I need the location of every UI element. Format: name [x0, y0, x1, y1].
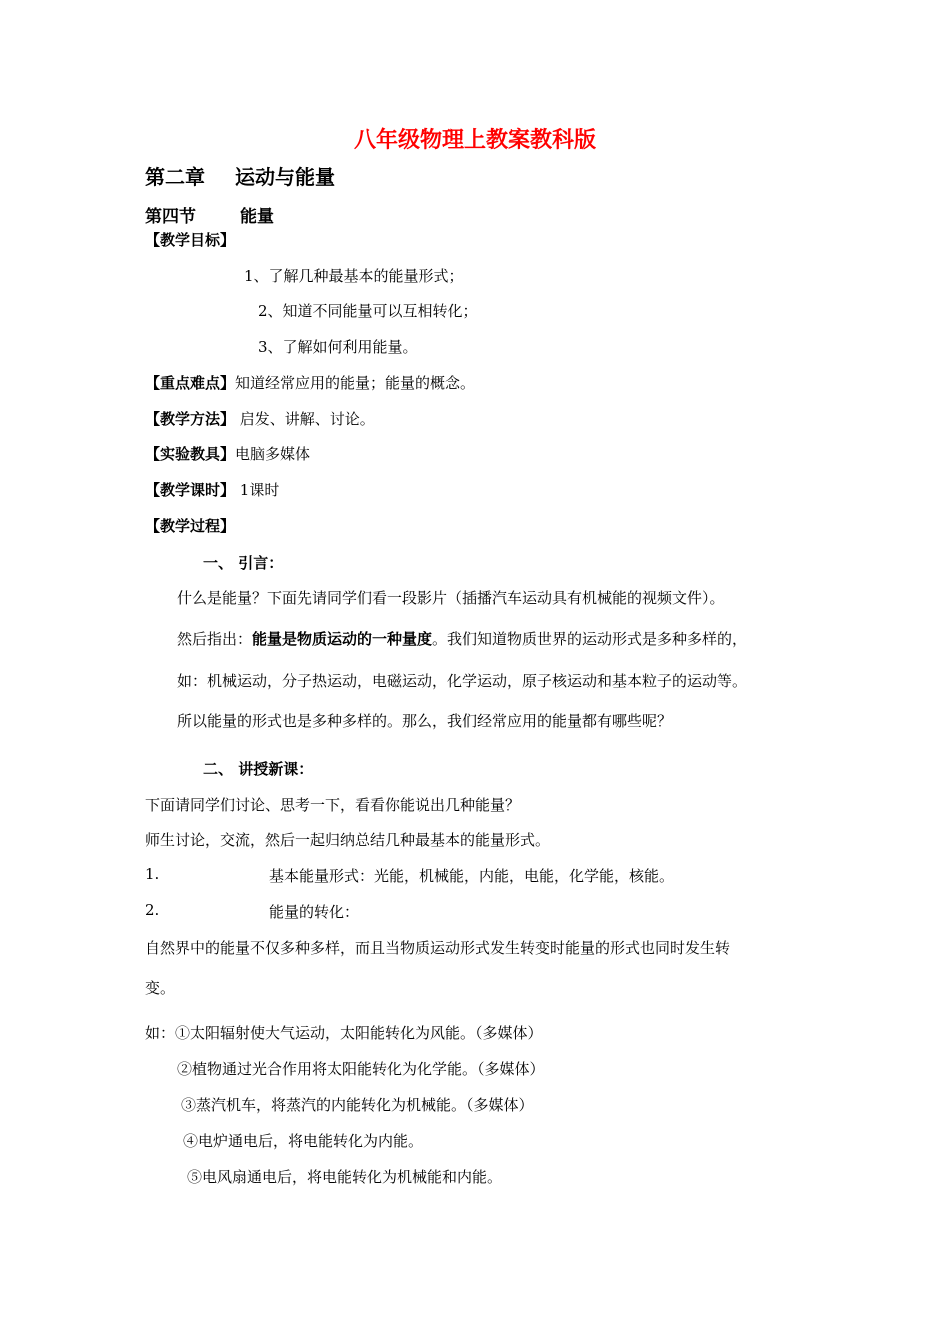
- method-row: [145, 408, 375, 429]
- method-label: 【教学方法】: [145, 410, 236, 428]
- list-item-number: 1.: [145, 865, 160, 883]
- example-item: ②植物通过光合作用将太阳能转化为化学能。（多媒体）: [177, 1060, 545, 1078]
- key-points-text: 知道经常应用的能量；能量的概念。: [235, 374, 476, 392]
- chapter-name: 运动与能量: [235, 165, 335, 189]
- part1-p2-pre: 然后指出：: [177, 630, 253, 648]
- energy-definition: 能量是物质运动的一种量度: [252, 630, 433, 648]
- goals-label: 【教学目标】: [145, 231, 236, 249]
- equipment-text: 电脑多媒体: [235, 445, 311, 463]
- example-item: ④电炉通电后，将电能转化为内能。: [183, 1132, 424, 1150]
- part1-paragraph: [177, 628, 747, 649]
- chapter-label: 第二章: [145, 165, 205, 189]
- key-points-row: [145, 372, 475, 393]
- method-text: 启发、讲解、讨论。: [235, 410, 375, 428]
- part2-paragraph: 变。: [145, 979, 176, 997]
- goal-item: 2、知道不同能量可以互相转化；: [258, 302, 478, 320]
- process-label: 【教学过程】: [145, 517, 236, 535]
- part1-paragraph: 什么是能量？下面先请同学们看一段影片（插播汽车运动具有机械能的视频文件）。: [177, 589, 725, 607]
- example-item: ③蒸汽机车，将蒸汽的内能转化为机械能。（多媒体）: [181, 1096, 534, 1114]
- example-item: ⑤电风扇通电后，将电能转化为机械能和内能。: [187, 1168, 503, 1186]
- hours-label: 【教学课时】: [145, 481, 236, 499]
- part2-paragraph: 师生讨论，交流，然后一起归纳总结几种最基本的能量形式。: [145, 831, 551, 849]
- page-title: 八年级物理上教案教科版: [353, 128, 596, 153]
- part1-paragraph: 所以能量的形式也是多种多样的。那么，我们经常应用的能量都有哪些呢？: [177, 712, 673, 730]
- goal-item: 1、了解几种最基本的能量形式；: [244, 267, 464, 285]
- part1-p2-post: 。我们知道物质世界的运动形式是多种多样的，: [432, 630, 748, 648]
- list-item-text: 能量的转化：: [269, 903, 360, 921]
- part1-heading: 一、 引言：: [203, 554, 284, 572]
- equipment-row: [145, 443, 310, 464]
- section-label: 第四节: [145, 207, 196, 227]
- part2-paragraph: 下面请同学们讨论、思考一下，看看你能说出几种能量？: [145, 796, 521, 814]
- list-item-text: 基本能量形式：光能，机械能，内能，电能，化学能，核能。: [269, 867, 675, 885]
- hours-text: 1课时: [235, 481, 280, 499]
- part2-heading: 二、 讲授新课：: [203, 760, 314, 778]
- example-item: 如：①太阳辐射使大气运动，太阳能转化为风能。（多媒体）: [145, 1024, 543, 1042]
- part2-paragraph: 自然界中的能量不仅多种多样，而且当物质运动形式发生转变时能量的形式也同时发生转: [145, 939, 731, 957]
- part1-paragraph: 如：机械运动，分子热运动，电磁运动，化学运动，原子核运动和基本粒子的运动等。: [177, 672, 748, 690]
- goal-item: 3、了解如何利用能量。: [258, 338, 418, 356]
- equipment-label: 【实验教具】: [145, 445, 236, 463]
- section-name: 能量: [240, 207, 274, 227]
- hours-row: [145, 479, 279, 500]
- key-points-label: 【重点难点】: [145, 374, 236, 392]
- list-item-number: 2.: [145, 901, 160, 919]
